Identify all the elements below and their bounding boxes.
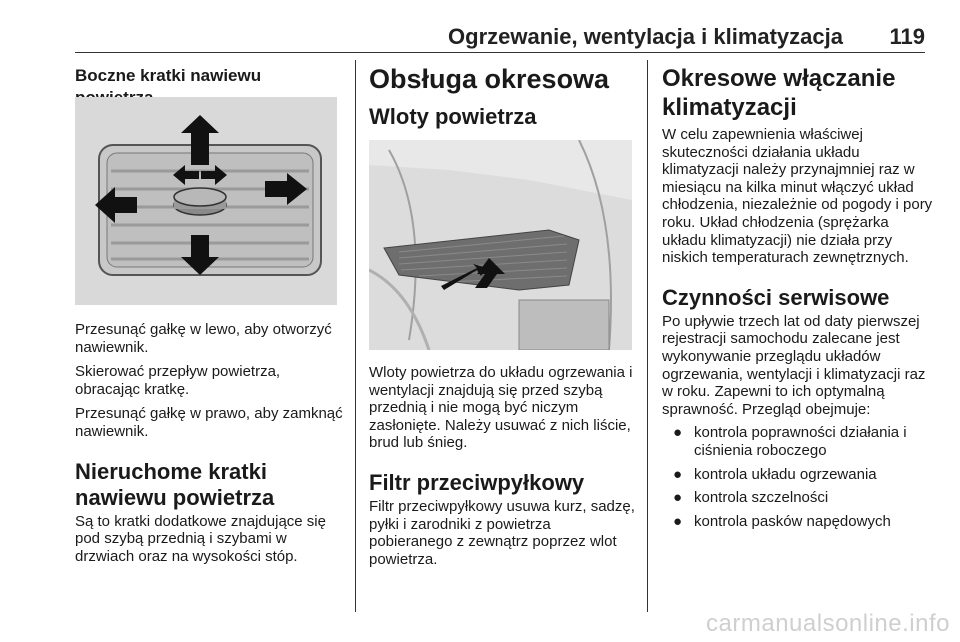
service-checklist — [662, 424, 937, 530]
paragraph-direct-airflow: Skierować przepływ powietrza, obracając kratkę. — [75, 363, 281, 398]
side-vent-illustration — [75, 97, 337, 305]
list-item: ● kontrola poprawności działania i ciśnienia roboczego — [673, 424, 907, 459]
column-3 — [662, 60, 937, 536]
heading-air-intakes: Wloty powietrza — [369, 104, 537, 129]
watermark: carmanualsonline.info — [706, 610, 950, 637]
list-item: ● kontrola układu ogrzewania — [673, 465, 877, 483]
paragraph-open-vent: Przesunąć gałkę w lewo, aby otworzyć nawiewnik. — [75, 321, 332, 356]
paragraph-periodic-ac: W celu zapewnienia właściwej skuteczności działania układu klimatyzacji należy przynajmniej raz w miesiącu na kilka minut włączyć układ chłodzenia, niezależnie od pogody i pory roku. Układ chłodzenia (sprężarka układu klimatyzacji) nie działa przy niskich temperaturach zewnętrznych. — [662, 126, 933, 267]
air-intake-photo — [369, 140, 632, 350]
column-divider-1 — [355, 60, 356, 612]
bullet-icon: ● — [673, 424, 683, 442]
paragraph-fixed-vents: Są to kratki dodatkowe znajdujące się pod szybą przednią i szybami w drzwiach oraz na wysokości stóp. — [75, 512, 326, 565]
bullet-icon: ● — [673, 465, 683, 483]
paragraph-pollen-filter: Filtr przeciwpyłkowy usuwa kurz, sadzę, pyłki i zarodniki z powietrza pobieranego z zewnątrz poprzez wlot powietrza. — [369, 497, 635, 568]
bullet-icon: ● — [673, 512, 683, 530]
list-item: ● kontrola szczelności — [673, 489, 829, 507]
heading-side-vents: Boczne kratki nawiewu — [75, 66, 262, 85]
heading-pollen-filter: Filtr przeciwpyłkowy — [369, 469, 585, 495]
column-2 — [369, 60, 634, 130]
heading-fixed-vents: Nieruchome kratki nawiewu powietrza — [75, 458, 275, 510]
side-vent-drawing — [75, 97, 337, 305]
air-intake-drawing — [369, 140, 632, 350]
header-title: Ogrzewanie, wentylacja i klimatyzacja — [448, 24, 843, 49]
list-item: ● kontrola pasków napędowych — [673, 512, 891, 530]
paragraph-air-intakes: Wloty powietrza do układu ogrzewania i wentylacji znajdują się przed szybą przednią i nie mogą być niczym zasłonięte. Należy usuwać z nich liście, brud lub śnieg. — [369, 364, 633, 452]
column-2-text — [369, 364, 637, 568]
heading-service: Czynności serwisowe — [662, 284, 890, 310]
page-number: 119 — [889, 24, 925, 49]
bullet-icon: ● — [673, 489, 683, 507]
page-header — [75, 0, 925, 53]
heading-maintenance: Obsługa okresowa — [369, 64, 610, 94]
column-1-text — [75, 321, 343, 565]
heading-periodic-ac: Okresowe włączanie klimatyzacji — [662, 65, 896, 121]
column-divider-2 — [647, 60, 648, 612]
paragraph-service: Po upływie trzech lat od daty pierwszej rejestracji samochodu zalecane jest wykonywanie przeglądu układów ogrzewania, wentylacji i klimatyzacji raz w roku. Zapewni to ich optymalną sprawność. Przegląd obejmuje: — [662, 312, 926, 418]
paragraph-close-vent: Przesunąć gałkę w prawo, aby zamknąć nawiewnik. — [75, 405, 343, 440]
